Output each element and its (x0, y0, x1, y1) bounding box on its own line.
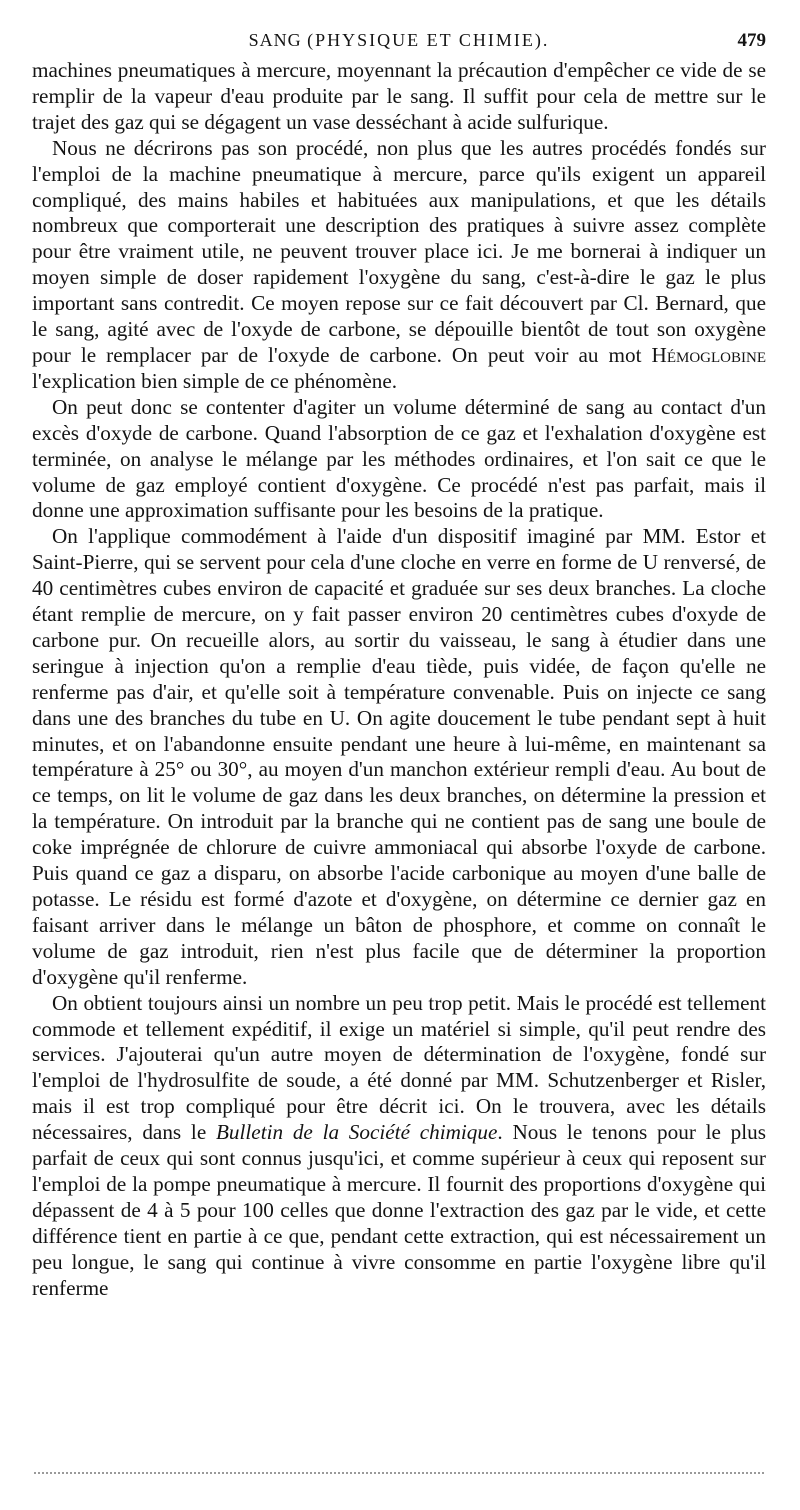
footer-dotted-rule (34, 1472, 764, 1474)
paragraph-2-text-a: Nous ne décrirons pas son procédé, non plus que les autres procédés fondés sur l'emploi de la machine pneumatique à mercure, parce qu'ils exigent un appareil compliqué, des mains habiles et habituées aux manipulations, et que les détails nombreux que comporterait une description des pratiques à suivre assez complète pour être vraiment utile, ne peuvent trouver place ici. Je me bornerai à indiquer un moyen simple de doser rapidement l'oxygène du sang, c'est-à-dire le gaz le plus important sans contredit. Ce moyen repose sur ce fait découvert par Cl. Bernard, que le sang, agité avec de l'oxyde de carbone, se dépouille bientôt de tout son oxygène pour le remplacer par de l'oxyde de carbone. On peut voir au mot (32, 135, 766, 367)
book-page (32, 30, 766, 1302)
paragraph-4: On l'applique commodément à l'aide d'un dispositif imaginé par MM. Estor et Saint-Pierre, qui se servent pour cela d'une cloche en verre en forme de U renversé, de 40 centimètres cubes environ de capacité et graduée sur ses deux branches. La cloche étant remplie de mercure, on y fait passer environ 20 centimètres cubes d'oxyde de carbone pur. On recueille alors, au sortir du vaisseau, le sang à étudier dans une seringue à injection qu'on a remplie d'eau tiède, puis vidée, de façon qu'elle ne renferme pas d'air, et qu'elle soit à température convenable. Puis on injecte ce sang dans une des branches du tube en U. On agite doucement le tube pendant sept à huit minutes, et on l'abandonne ensuite pendant une heure à lui-même, en maintenant sa température à 25° ou 30°, au moyen d'un manchon extérieur rempli d'eau. Au bout de ce temps, on lit le volume de gaz dans les deux branches, on détermine la pression et la température. On introduit par la branche qui ne contient pas de sang une boule de coke imprégnée de chlorure de cuivre ammoniacal qui absorbe l'oxyde de carbone. Puis quand ce gaz a disparu, on absorbe l'acide carbonique au moyen d'une balle de potasse. Le résidu est formé d'azote et d'oxygène, on détermine ce dernier gaz en faisant arriver dans le mélange un bâton de phosphore, et comme on connaît le volume de gaz introduit, rien n'est plus facile que de déterminer la proportion d'oxygène qu'il renferme. (32, 524, 766, 989)
body-text (32, 58, 766, 1302)
bulletin-citation: Bulletin de la Société chimique (215, 1120, 498, 1145)
page-number: 479 (737, 30, 766, 51)
hemoglobine-reference: Hémoglobine (651, 342, 766, 367)
paragraph-3: On peut donc se contenter d'agiter un volume déterminé de sang au contact d'un excès d'oxyde de carbone. Quand l'absorption de ce gaz et l'exhalation d'oxygène est terminée, on analyse le mélange par les méthodes ordinaires, et l'on sait ce que le volume de gaz employé contient d'oxygène. Ce procédé n'est pas parfait, mais il donne une approximation suffisante pour les besoins de la pratique. (32, 394, 766, 523)
paragraph-5-text-a: On obtient toujours ainsi un nombre un peu trop petit. Mais le procédé est tellement commode et tellement expéditif, il exige un matériel si simple, qu'il peut rendre des services. J'ajouterai qu'un autre moyen de détermination de l'oxygène, fondé sur l'emploi de l'hydrosulfite de soude, a été donné par MM. Schutzenberger et Risler, mais il est trop compliqué pour être décrit ici. On le trouvera, avec les détails nécessaires, dans le (32, 990, 766, 1145)
paragraph-2-text-b: l'explication bien simple de ce phénomène. (32, 368, 398, 393)
running-head (32, 30, 766, 58)
running-title-subtitle: (PHYSIQUE ET CHIMIE). (307, 30, 550, 50)
paragraph-5 (32, 991, 766, 1302)
paragraph-1: machines pneumatiques à mercure, moyennant la précaution d'empêcher ce vide de se remplir de la vapeur d'eau produite par le sang. Il suffit pour cela de mettre sur le trajet des gaz qui se dégagent un vase desséchant à acide sulfurique. (32, 58, 766, 134)
paragraph-5-text-b: . Nous le tenons pour le plus parfait de ceux qui sont connus jusqu'ici, et comme supérieur à ceux qui reposent sur l'emploi de la pompe pneumatique à mercure. Il fournit des proportions d'oxygène qui dépassent de 4 à 5 pour 100 celles que donne l'extraction des gaz par le vide, et cette différence tient en partie à ce que, pendant cette extraction, qui est nécessairement un peu longue, le sang qui continue à vivre consomme en partie l'oxygène libre qu'il renferme (32, 1120, 766, 1300)
running-title (32, 30, 766, 51)
paragraph-2 (32, 136, 766, 395)
running-title-main: SANG (248, 30, 302, 50)
